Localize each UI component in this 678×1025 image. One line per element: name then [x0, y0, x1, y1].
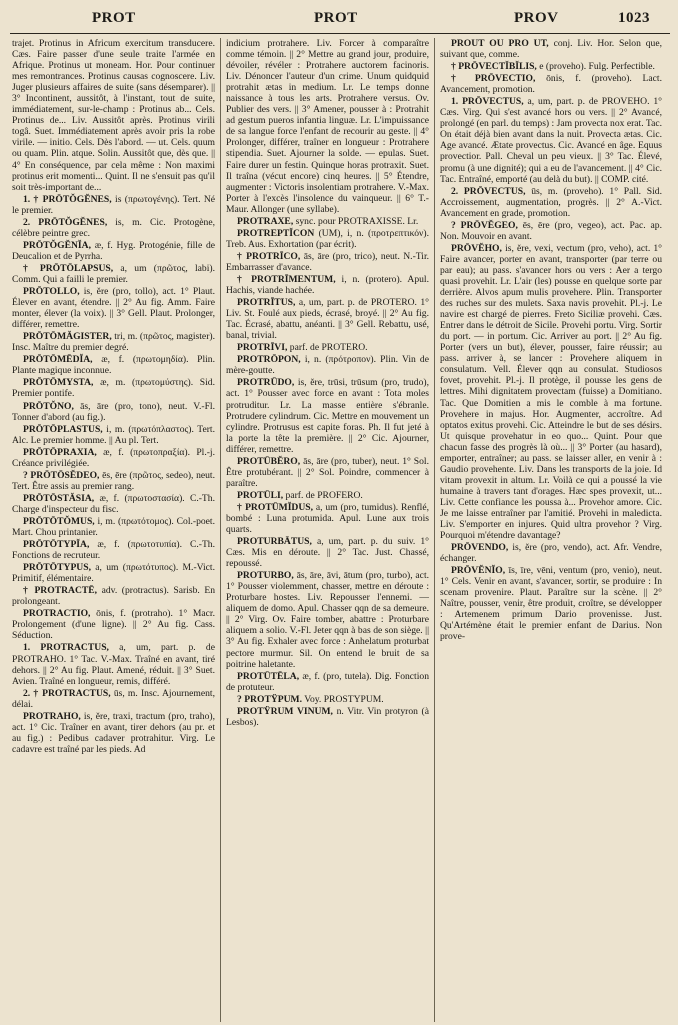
- entry-headword: † PROTŪMĬDUS,: [237, 501, 314, 513]
- entry-definition: a, um (πρωτότυπος). M.-Vict. Primitif, élémentaire.: [12, 562, 215, 585]
- entry-headword: † PROTRACTĒ,: [23, 585, 98, 597]
- entry-definition: parf. de PROFERO.: [285, 489, 363, 501]
- entry-headword: PRŌVENDO,: [451, 542, 509, 554]
- entry-headword: PRŌTŌPRAXIA,: [23, 446, 97, 458]
- entry-headword: PROTRAHO,: [23, 710, 81, 722]
- entry-headword: PROTRACTIO,: [23, 608, 91, 620]
- column-3: [440, 38, 662, 1022]
- text-columns: [12, 38, 670, 1022]
- entry-definition: ēs, ēre (pro, vegeo), act. Pac. ap. Non. Mouvoir en avant.: [440, 219, 662, 242]
- dictionary-entry: [226, 694, 429, 705]
- entry-definition: adv. (protractus). Sarisb. En prolongeant.: [12, 585, 215, 608]
- dictionary-entry: [440, 243, 662, 541]
- entry-definition: is, ĕre (pro, tollo), act. 1° Plaut. Élever en avant, étendre. || 2° Au fig. Amm. Faire monter, élever (la voix). || 3° Gell. Plaut. Prolonger, différer, remettre.: [12, 286, 215, 331]
- entry-headword: PROTRŌPON,: [237, 354, 301, 366]
- dictionary-entry: [12, 377, 215, 399]
- dictionary-entry: [226, 228, 429, 250]
- entry-definition: æ, f. Hyg. Protogénie, fille de Deucalion et de Pyrrha.: [12, 239, 215, 262]
- dictionary-entry: [440, 73, 662, 95]
- entry-headword: ? PROTŸPUM.: [237, 693, 303, 705]
- dictionary-entry: [12, 608, 215, 641]
- dictionary-entry: [226, 490, 429, 501]
- running-head-right: PROV: [514, 10, 559, 26]
- dictionary-entry: [12, 401, 215, 423]
- column-divider: [220, 38, 221, 1022]
- entry-headword: PRŌTŌTYPUS,: [23, 562, 91, 574]
- entry-definition: ās, āre (pro, tono), neut. V.-Fl. Tonner d'abord (au fig.).: [12, 400, 215, 423]
- dictionary-entry: [12, 539, 215, 561]
- entry-headword: PRŌTOLLO,: [23, 286, 80, 298]
- entry-definition: æ, f. (πρωτοτυπία). C.-Th. Fonctions de recruteur.: [12, 539, 215, 562]
- header-rule: [10, 33, 670, 34]
- dictionary-entry: [12, 711, 215, 755]
- entry-headword: PROTRĪVI,: [237, 342, 288, 354]
- dictionary-entry: [226, 671, 429, 693]
- entry-definition: æ, f. (pro, tutela). Dig. Fonction de protuteur.: [226, 670, 429, 693]
- dictionary-entry: [12, 240, 215, 262]
- dictionary-entry: [226, 297, 429, 341]
- dictionary-entry: [12, 331, 215, 353]
- entry-headword: † PRŌTŌLAPSUS,: [23, 262, 114, 274]
- entry-definition: conj. Liv. Hor. Selon que, suivant que, comme.: [440, 38, 662, 61]
- entry-headword: 1. † PRŌTŎGĔNES,: [23, 193, 112, 205]
- entry-headword: PROTURBĀTUS,: [237, 536, 312, 548]
- entry-definition: ōnis, f. (proveho). Lact. Avancement, promotion.: [440, 73, 662, 96]
- entry-definition: ēs, ēre (πρῶτος, sedeo), neut. Tert. Être assis au premier rang.: [12, 469, 215, 492]
- running-head-middle: PROT: [314, 10, 358, 26]
- entry-definition: is, ĕre, vexi, vectum (pro, veho), act. 1° Faire avancer, porter en avant, transporter (par terre ou par eau); au pass. s'avancer hors ou vers : Aer a tergo quasi provehit. Lr. L'air (les) pousse en quelque sorte par derrière. Alvos apum mulis provehere. Plin. Transporter des ruches sur des mulets. Saxa navis provehit. Pl.-j. Le navire est chargé de pierres. Freto Siciliæ provehi. Cæs. Entrer dans le détroit de Sicile. Provehi portu. Virg. Sortir du port. — in portum. Cic. Arriver au port. || 2° Au fig. Porter (vers un but), élever, pousser, faire réussir; au pass. arriver à, se lancer : Provehere aliquem in consulatum. Vell. Élever qqn au consulat. Studiosos fovet, provehit. Pl.-j. Il protège, il pousse les gens de lettres. Mihi dignitatem provectam (fuisse) a Domitiano. Tac. Que Domitien a mis le comble à ma fortune. Provehere in majus. Hor. Augmenter, accroître. Ad optatos exitus provehi. Cic. Atteindre le but de ses désirs. Ut quisque provehatur in eo quo... Quint. Pour que chacun fasse des progrès là où... || 3° Porter (au hasard), emporter, entraîner; au pass. se laisser aller, en venir à : Gaudio provehente. Liv. Dans les transports de la joie. Id vitam provexit in altum. Lr. Voilà ce qui a poussé la vie humaine à travers tant d'orages. Hæc spes provexit, ut... Liv. Cette confiance les poussa à... Provehor amore. Cic. Je me laisse entraîner par l'amitié. Provehi in maledicta. Liv. S'emporter en injures. Quid ultra provehor ? Virg. Pourquoi m'étendre davantage?: [440, 242, 662, 542]
- entry-definition: a, um, part. p. de PROVEHO. 1° Cæs. Virg. Qui s'est avancé hors ou vers. || 2° Avancé, prolongé (en parl. du temps) : Jam provecta nox erat. Tac. On était déjà bien avant dans la nuit. Provecta ætas. Cic. Age avancé. Ætate provectus. Cic. Avancé en âge. Equus provectior. Pall. Cheval un peu vieux. || 3° Tac. Élevé, promu (à une dignité); qui a eu de l'avancement. || 4° Cic. Tac. Entraîné, emporté (au delà du but). || COMP. cité.: [440, 96, 662, 185]
- dictionary-entry: [226, 274, 429, 296]
- entry-headword: PRŌTŌMYSTA,: [23, 377, 94, 389]
- entry-definition: indicium protrahere. Liv. Forcer à comparaître comme témoin. || 2° Mettre au grand jour, produire, dévoiler, révéler : Protrahere auctorem facinoris. Liv. Dénoncer l'auteur d'un crime. Unum quidquid protrahit ætas in medium. Lr. Le temps donne naissance à tous les arts. Protrahere versus. Ov. Publier des vers. || 3° Amener, pousser à : Protrahit ad gestum pueros infantia linguæ. Lr. L'impuissance de sa langue force l'enfant de recourir au geste. || 4° Prolonger, différer, traîner en longueur : Protrahere stipendia. Suet. Ajourner la solde. — epulas. Suet. Faire durer un festin. Quinque horas protraxit. Suet. Il traîna (vécut encore) cinq heures. || 5° Étendre, augmenter : Victoris insolentiam protrahere. V.-Max. Porter à l'excès l'insolence du vainqueur. || 6° T.-Maur. Allonger (une syllabe).: [226, 38, 429, 215]
- dictionary-entry: [226, 38, 429, 215]
- dictionary-entry: [226, 251, 429, 273]
- entry-definition: e (proveho). Fulg. Perfectible.: [539, 61, 655, 73]
- entry-headword: PRŌTŌTŎMUS,: [23, 515, 95, 527]
- dictionary-entry: [226, 216, 429, 227]
- entry-headword: PRŌTŎGĔNĬA,: [23, 239, 91, 251]
- entry-definition: trajet. Protinus in Africum exercitum transducere. Cæs. Faire passer d'une seule traite l'armée en Afrique. Protinus ut moneam. Hor. Pour continuer mes remontrances. Protinus causas cognoscere. Liv. Juger plusieurs affaires de suite (sans désemparer). || 3° Incontinent, aussitôt, à l'instant, tout de suite, immédiatement, sur-le-champ : Protinus ab... Cels. Protinus de... Liv. Aussitôt après. Protinus virili togâ. Suet. Immédiatement après avoir pris la robe virile. — initio. Cels. Dès l'abord. — ut. Cels. quum ou quam. Plin. atque. Solin. Aussitôt que, dès que. || 4° En conséquence, par cela même : Non maximi protinus erit momenti... Quint. Il ne s'ensuit pas qu'il soit très-important de...: [12, 38, 215, 193]
- entry-headword: † PRŌVECTIO,: [451, 73, 536, 85]
- dictionary-entry: [226, 502, 429, 535]
- column-1: [12, 38, 215, 1022]
- dictionary-entry: [12, 688, 215, 710]
- entry-definition: parf. de PROTERO.: [289, 342, 368, 354]
- dictionary-entry: [440, 565, 662, 642]
- entry-headword: ? PRŌVĔGEO,: [451, 219, 518, 231]
- entry-definition: i, n. (πρότροπον). Plin. Vin de mère-goutte.: [226, 354, 429, 377]
- column-divider: [434, 38, 435, 1022]
- entry-headword: 2. PRŌTŎGĔNES,: [23, 216, 108, 228]
- entry-definition: ōnis, f. (protraho). 1° Macr. Prolongement (d'une ligne). || 2° Au fig. Cass. Séduction.: [12, 608, 215, 642]
- entry-headword: ? PRŌTŌSĔDEO,: [23, 469, 100, 481]
- entry-definition: ās, āre (pro, trico), neut. N.-Tir. Embarrasser d'avance.: [226, 250, 429, 273]
- dictionary-entry: [440, 186, 662, 219]
- entry-definition: Voy. PROSTYPUM.: [304, 693, 384, 705]
- entry-definition: (UM), i, n. (προτρεπτικόν). Treb. Aus. Exhortation (par écrit).: [226, 227, 429, 250]
- entry-definition: æ, m. (πρωτομύστης). Sid. Premier pontife.: [12, 377, 215, 400]
- entry-headword: PRŌTŌMĂGISTER,: [23, 331, 112, 343]
- entry-headword: PRŌTŎNO,: [23, 400, 74, 412]
- dictionary-entry: [440, 96, 662, 184]
- dictionary-entry: [440, 61, 662, 72]
- entry-headword: PROTŪTĒLA,: [237, 670, 300, 682]
- dictionary-entry: [12, 516, 215, 538]
- entry-headword: † PROTRĪMENTUM,: [237, 273, 336, 285]
- entry-headword: PRŌTŌSTĂSIA,: [23, 492, 95, 504]
- entry-headword: PROUT OU PRO UT,: [451, 38, 549, 49]
- dictionary-entry: [12, 217, 215, 239]
- entry-definition: is, ĕre, traxi, tractum (pro, traho), act. 1° Cic. Traîner en avant, tirer dehors (au pr. et au fig.) : Pedibus cadaver protrahitur. Virg. Le cadavre est traîné par les pieds. Ad: [12, 710, 215, 755]
- dictionary-entry: [226, 377, 429, 454]
- entry-headword: PRŌTŌTYPĬA,: [23, 539, 90, 551]
- entry-definition: ās, āre (pro, tuber), neut. 1° Sol. Être protubérant. || 2° Sol. Poindre, commencer à paraître.: [226, 455, 429, 489]
- dictionary-entry: [12, 642, 215, 686]
- dictionary-entry: [12, 286, 215, 330]
- dictionary-entry: [12, 194, 215, 216]
- entry-definition: a, um (pro, tumidus). Renflé, bombé : Luna protumida. Apul. Lune aux trois quarts.: [226, 501, 429, 536]
- column-2: [226, 38, 429, 1022]
- entry-headword: 2. † PROTRACTUS,: [23, 687, 111, 699]
- entry-definition: is, ĕre, trūsi, trūsum (pro, trudo), act. 1° Pousser avec force en avant : Tota moles protruditur. Lr. La masse entière s'ébranle. Protrudere cylindrum. Cic. Mettre en mouvement un cylindre. Protrusus est capite foras. Ph. Il fut jeté à la porte la tête la première. || 2° Cic. Ajourner, différer, remettre.: [226, 377, 429, 455]
- entry-definition: i, m. (πρωτόπλαστος). Tert. Alc. Le premier homme. || Au pl. Tert.: [12, 423, 215, 446]
- entry-headword: PRŌVĔNĬO,: [451, 565, 506, 577]
- entry-headword: PROTRAXE,: [237, 215, 294, 227]
- running-head: [0, 4, 678, 32]
- entry-definition: i, n. (protero). Apul. Hachis, viande hachée.: [226, 273, 429, 297]
- dictionary-entry: [12, 470, 215, 492]
- entry-definition: a, um, part. p. de PROTRAHO. 1° Tac. V.-Max. Traîné en avant, tiré dehors. || 2° Au fig. Plaut. Amené, réduit. || 3° Suet. Avien. Traîné en longueur, remis, différé.: [12, 642, 215, 687]
- entry-definition: īs, īre, vēni, ventum (pro, venio), neut. 1° Cels. Venir en avant, s'avancer, sortir, se produire : In scenam provenire. Plaut. Paraître sur la scène. || 2° Naître, pousser, venir, être produit, croître, se développer : Artemenem primum Dario provenisse. Just. Qu'Artémène était le premier enfant de Darius. Non prove-: [440, 565, 662, 643]
- entry-headword: PROTŪLI,: [237, 489, 284, 501]
- dictionary-entry: [12, 493, 215, 515]
- dictionary-entry: [12, 263, 215, 285]
- dictionary-entry: [226, 456, 429, 489]
- entry-headword: PROTŪBĔRO,: [237, 455, 301, 467]
- entry-definition: æ, f. (πρωτοπραξία). Pl.-j. Créance privilégiée.: [12, 446, 215, 469]
- dictionary-entry: [226, 342, 429, 353]
- dictionary-entry: [12, 354, 215, 376]
- dictionary-entry: [12, 424, 215, 446]
- entry-definition: sync. pour PROTRAXISSE. Lr.: [295, 215, 419, 227]
- entry-headword: † PROTRĪCO,: [237, 250, 301, 262]
- dictionary-entry: [12, 585, 215, 607]
- dictionary-entry: [440, 220, 662, 242]
- entry-definition: is (πρωτογένης). Tert. Né le premier.: [12, 193, 215, 216]
- entry-headword: PROTŸRUM VINUM,: [237, 705, 333, 717]
- entry-headword: PROTURBO,: [237, 570, 294, 582]
- entry-definition: ās, āre, āvi, ātum (pro, turbo), act. 1° Pousser violemment, chasser, mettre en déroute : Proturbare hostes. Liv. Repousser l'ennemi. — aliquem de domo. Apul. Chasser qqn de sa demeure. || 2° Virg. Ov. Faire tomber, abattre : Proturbare aliquem a solio. V.-Fl. Jeter qqn à bas de son siège. || 3° Au fig. Exhaler avec force : Anhelatum proturbat pectore murmur. Sil. On entend le bruit de sa poitrine haletante.: [226, 570, 429, 670]
- entry-definition: n. Vitr. Vin protyron (à Lesbos).: [226, 705, 429, 728]
- entry-headword: PROTRĪTUS,: [237, 297, 296, 309]
- dictionary-entry: [12, 447, 215, 469]
- entry-definition: ūs, m. (proveho). 1° Pall. Sid. Accroissement, augmentation, progrès. || 2° A.-Vict. Avancement en grade, promotion.: [440, 185, 662, 219]
- entry-headword: 1. PRŌVECTUS,: [451, 96, 524, 108]
- entry-headword: PROTRŪDO,: [237, 377, 295, 389]
- entry-headword: PRŌTŌPLASTUS,: [23, 423, 103, 435]
- entry-definition: is, ĕre (pro, vendo), act. Afr. Vendre, échanger.: [440, 542, 662, 565]
- dictionary-entry: [226, 536, 429, 569]
- entry-definition: ūs, m. Insc. Ajournement, délai.: [12, 687, 215, 710]
- entry-headword: PROTREPTĬCON: [237, 227, 315, 239]
- entry-headword: † PRŌVECTĬBĬLIS,: [451, 61, 537, 73]
- entry-definition: a, um, part. p. de PROTERO. 1° Liv. St. Foulé aux pieds, écrasé, broyé. || 2° Au fig. Tac. Écrasé, abattu, anéanti. || 3° Gell. Rebattu, usé, banal, trivial.: [226, 297, 429, 342]
- dictionary-entry: [12, 562, 215, 584]
- entry-definition: a, um (πρῶτος, labi). Comm. Qui a failli le premier.: [12, 262, 215, 285]
- entry-headword: 1. PROTRACTUS,: [23, 642, 109, 654]
- entry-headword: PRŌVĔHO,: [451, 242, 502, 254]
- entry-definition: æ, f. (πρωτομηδία). Plin. Plante magique inconnue.: [12, 354, 215, 377]
- entry-definition: is, m. Cic. Protogène, célèbre peintre grec.: [12, 216, 215, 239]
- dictionary-entry: [226, 354, 429, 376]
- dictionary-entry: [226, 706, 429, 728]
- entry-definition: i, m. (πρωτότομος). Col.-poet. Mart. Chou printanier.: [12, 515, 215, 539]
- page-number: 1023: [618, 10, 650, 26]
- dictionary-entry: [440, 542, 662, 564]
- entry-definition: tri, m. (πρῶτος, magister). Insc. Maître du premier degré.: [12, 331, 215, 354]
- entry-definition: æ, f. (πρωτοστασία). C.-Th. Charge d'inspecteur du fisc.: [12, 492, 215, 515]
- entry-headword: PRŌTŌMĒDĬA,: [23, 354, 93, 366]
- running-head-left: PROT: [92, 10, 136, 26]
- dictionary-entry: [226, 570, 429, 669]
- dictionary-entry: [12, 38, 215, 193]
- dictionary-entry: [440, 38, 662, 60]
- entry-headword: 2. PRŌVECTUS,: [451, 185, 526, 197]
- entry-definition: a, um, part. p. du suiv. 1° Cæs. Mis en déroute. || 2° Tac. Just. Chassé, repoussé.: [226, 536, 429, 570]
